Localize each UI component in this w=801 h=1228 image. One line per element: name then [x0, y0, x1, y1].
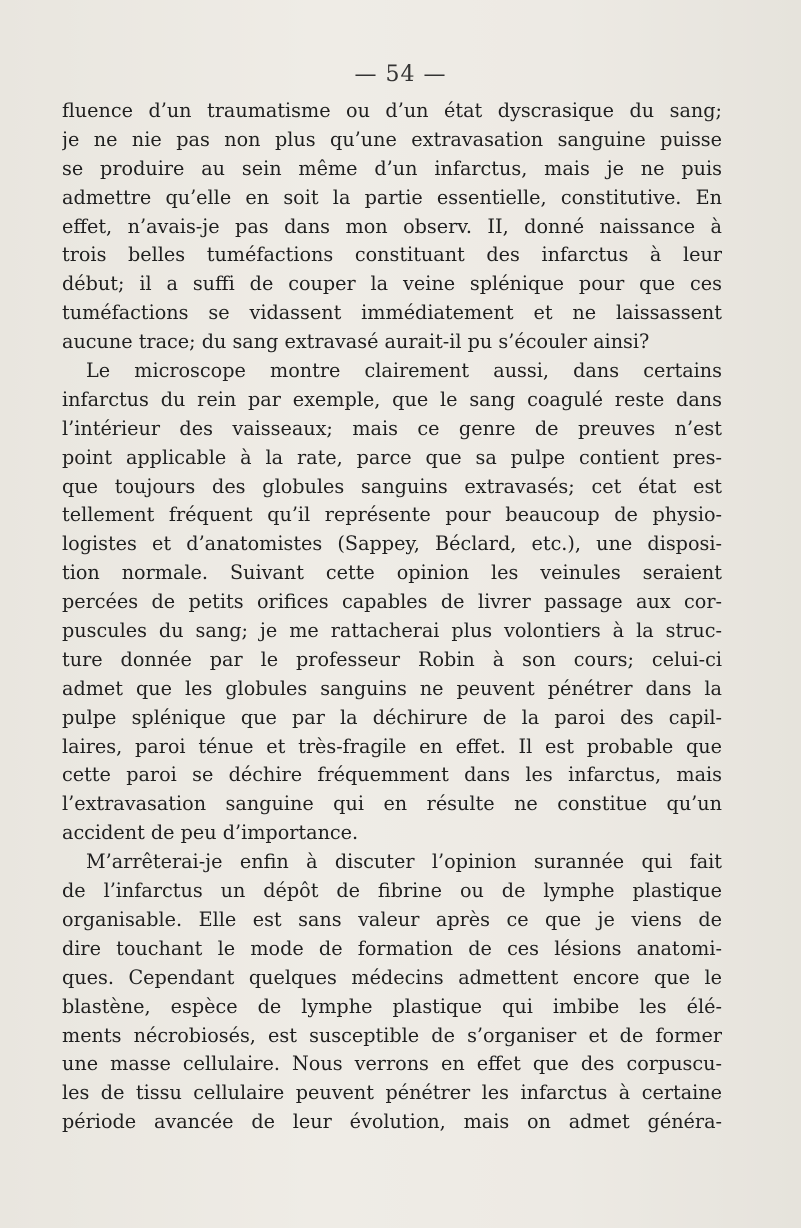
text-line: puscules du sang; je me rattacherai plus volontiers à la struc- — [62, 619, 722, 643]
text-line: admet que les globules sanguins ne peuvent pénétrer dans la — [62, 676, 722, 700]
text-line: se produire au sein même d’un infarctus, mais je ne puis — [62, 156, 722, 180]
text-line: période avancée de leur évolution, mais on admet généra- — [62, 1110, 722, 1134]
text-line: percées de petits orifices capables de livrer passage aux cor- — [62, 590, 722, 614]
text-line: fluence d’un traumatisme ou d’un état dyscrasique du sang; — [62, 99, 722, 122]
text-line: blastène, espèce de lymphe plastique qui imbibe les élé- — [62, 994, 722, 1018]
text-line: Le microscope montre clairement aussi, dans certains — [86, 359, 722, 383]
text-line: que toujours des globules sanguins extravasés; cet état est — [62, 474, 722, 498]
body-text — [62, 97, 722, 1137]
text-line: de l’infarctus un dépôt de fibrine ou de lymphe plastique — [62, 879, 722, 903]
text-line: l’intérieur des vaisseaux; mais ce genre de preuves n’est — [62, 416, 722, 440]
text-line: admettre qu’elle en soit la partie essentielle, constitutive. En — [62, 185, 722, 209]
text-line: ture donnée par le professeur Robin à son cours; celui-ci — [62, 647, 722, 671]
page-number: — 54 — — [354, 62, 447, 87]
text-line: pulpe splénique que par la déchirure de la paroi des capil- — [62, 705, 722, 729]
text-line: l’extravasation sanguine qui en résulte ne constitue qu’un — [62, 792, 722, 816]
text-line: dire touchant le mode de formation de ces lésions anatomi- — [62, 936, 722, 960]
text-line: logistes et d’anatomistes (Sappey, Béclard, etc.), une disposi- — [62, 532, 722, 556]
text-line: cette paroi se déchire fréquemment dans les infarctus, mais — [62, 763, 722, 787]
text-line: tellement fréquent qu’il représente pour beaucoup de physio- — [62, 503, 722, 527]
text-line: je ne nie pas non plus qu’une extravasation sanguine puisse — [62, 127, 722, 151]
text-line: trois belles tuméfactions constituant des infarctus à leur — [62, 243, 722, 267]
text-line: accident de peu d’importance. — [62, 821, 359, 845]
text-line: tuméfactions se vidassent immédiatement et ne laissassent — [62, 301, 722, 325]
text-line: infarctus du rein par exemple, que le sang coagulé reste dans — [62, 387, 722, 411]
text-line: point applicable à la rate, parce que sa pulpe contient pres- — [62, 445, 722, 469]
text-line: aucune trace; du sang extravasé aurait-il pu s’écouler ainsi? — [62, 330, 650, 354]
text-line: effet, n’avais-je pas dans mon observ. II, donné naissance à — [62, 214, 722, 238]
text-line: tion normale. Suivant cette opinion les veinules seraient — [62, 561, 722, 585]
text-line: les de tissu cellulaire peuvent pénétrer les infarctus à certaine — [62, 1081, 722, 1105]
text-line: ments nécrobiosés, est susceptible de s’organiser et de former — [62, 1023, 722, 1047]
text-line: M’arrêterai-je enfin à discuter l’opinion surannée qui fait — [86, 850, 722, 874]
text-line: début; il a suffi de couper la veine splénique pour que ces — [62, 272, 722, 296]
text-line: organisable. Elle est sans valeur après ce que je viens de — [62, 907, 722, 931]
text-line: laires, paroi ténue et très-fragile en effet. Il est probable que — [62, 734, 722, 758]
text-line: ques. Cependant quelques médecins admettent encore que le — [62, 965, 722, 989]
text-line: une masse cellulaire. Nous verrons en effet que des corpuscu- — [62, 1052, 722, 1076]
